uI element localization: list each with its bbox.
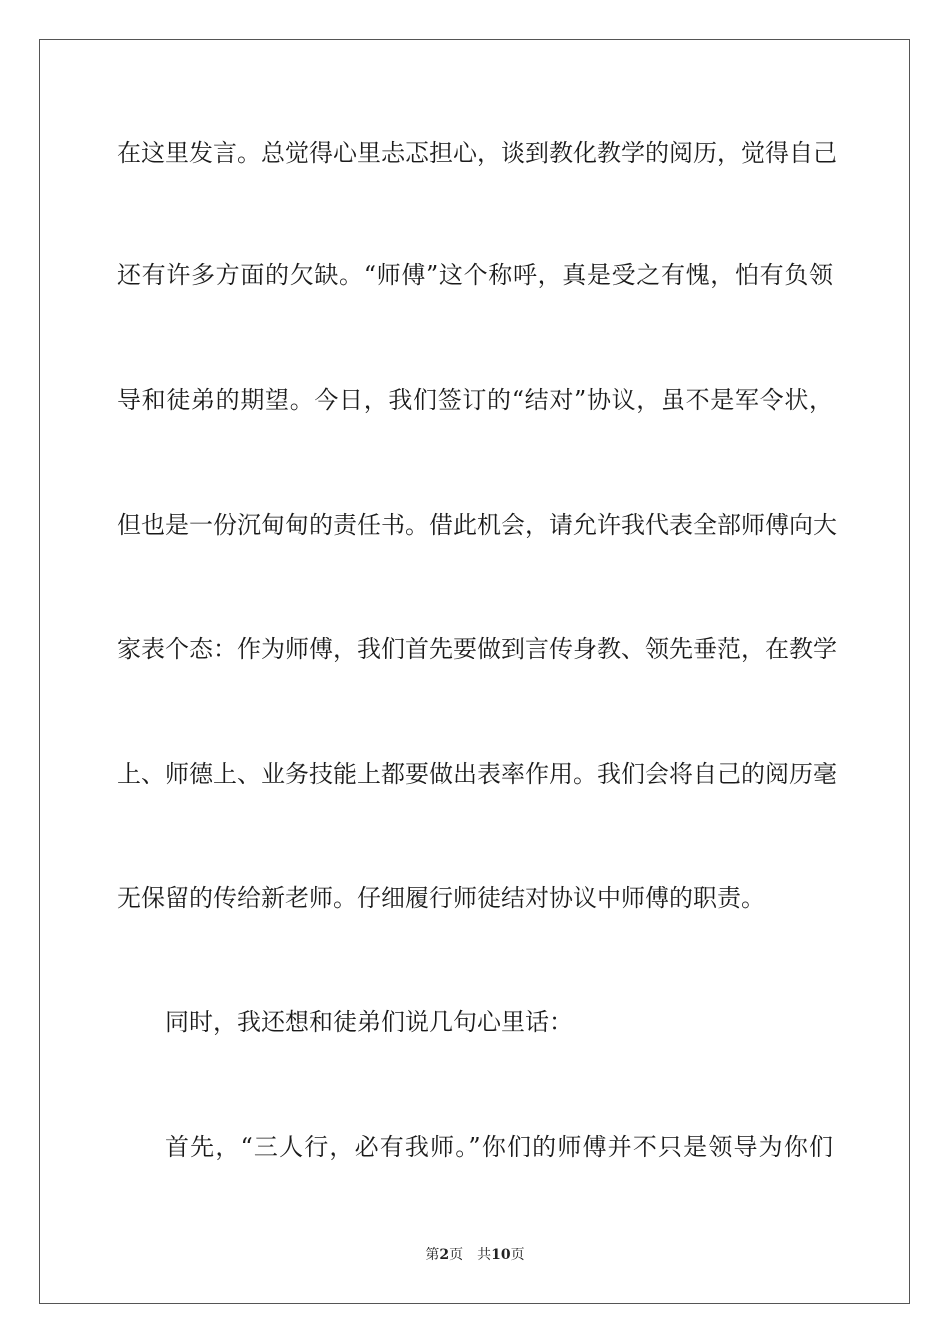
body-text-line-9: 首先，“三人行，必有我师。”你们的师傅并不只是领导为你们 (165, 1133, 833, 1161)
body-text-line-6: 上、师德上、业务技能上都要做出表率作用。我们会将自己的阅历毫 (117, 760, 837, 788)
footer-page-suffix: 页 (449, 1247, 464, 1263)
body-text-line-1: 在这里发言。总觉得心里忐忑担心，谈到教化教学的阅历，觉得自己 (117, 139, 837, 167)
body-text-line-8: 同时，我还想和徒弟们说几句心里话： (165, 1008, 573, 1036)
page-border (39, 39, 910, 1304)
body-text-line-4: 但也是一份沉甸甸的责任书。借此机会，请允许我代表全部师傅向大 (117, 511, 837, 539)
footer-total-prefix: 共 (477, 1247, 492, 1263)
body-text-line-5: 家表个态：作为师傅，我们首先要做到言传身教、领先垂范，在教学 (117, 635, 837, 663)
footer-total-pages: 10 (491, 1247, 511, 1263)
footer-page-prefix: 第 (425, 1247, 440, 1263)
body-text-line-3: 导和徒弟的期望。今日，我们签订的“结对”协议，虽不是军令状， (117, 386, 833, 414)
body-text-line-2: 还有许多方面的欠缺。“师傅”这个称呼，真是受之有愧，怕有负领 (117, 261, 833, 289)
footer-total-suffix: 页 (510, 1247, 525, 1263)
footer-page-number: 2 (439, 1247, 450, 1263)
body-text-line-7: 无保留的传给新老师。仔细履行师徒结对协议中师傅的职责。 (117, 884, 765, 912)
page-footer (0, 1246, 950, 1264)
